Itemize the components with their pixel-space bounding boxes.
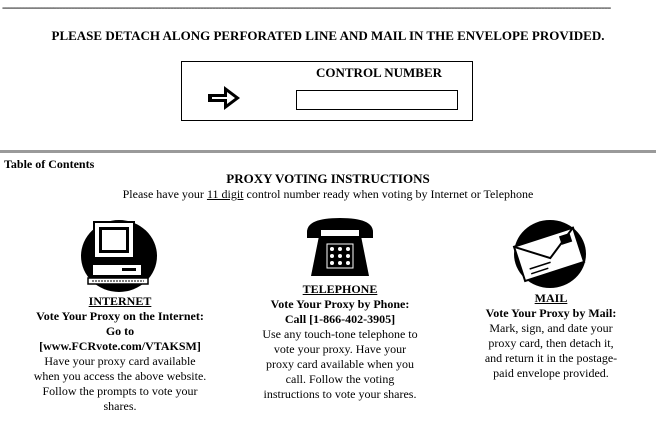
- control-number-label: CONTROL NUMBER: [316, 65, 443, 80]
- subtitle-after: control number ready when voting by Internet or Telephone: [243, 187, 534, 201]
- telephone-number[interactable]: Call [1-866-402-3905]: [284, 312, 396, 326]
- internet-column: [16, 294, 224, 414]
- mail-line1: Vote Your Proxy by Mail:: [485, 306, 617, 320]
- telephone-body-5: instructions to vote your shares.: [263, 387, 417, 401]
- right-arrow-icon: [206, 84, 242, 112]
- telephone-body-3: proxy card available when you: [266, 357, 414, 371]
- computer-icon: [78, 214, 160, 294]
- section-divider: [0, 150, 656, 153]
- internet-line2: Go to: [105, 324, 135, 338]
- envelope-icon: [510, 214, 590, 290]
- internet-heading: INTERNET: [88, 294, 152, 308]
- telephone-body-4: call. Follow the voting: [285, 372, 395, 386]
- mail-body-2: proxy card, then detach it,: [488, 336, 614, 350]
- mail-body-1: Mark, sign, and date your: [489, 321, 613, 335]
- subtitle-underlined: 11 digit: [206, 187, 244, 201]
- telephone-icon: [303, 214, 377, 280]
- internet-url[interactable]: [www.FCRvote.com/VTAKSM]: [39, 339, 201, 353]
- internet-body-2: when you access the above website.: [33, 369, 207, 383]
- telephone-heading: TELEPHONE: [302, 282, 378, 296]
- telephone-column: [236, 282, 444, 402]
- perforated-line: -----------------------------------------------------------------------------------------------------------------------------------------------------------------------------------------------------------: [2, 0, 611, 14]
- telephone-body-1: Use any touch-tone telephone to: [262, 327, 418, 341]
- subtitle: [0, 187, 656, 202]
- mail-body-3: and return it in the postage-: [484, 351, 618, 365]
- internet-body-1: Have your proxy card available: [44, 354, 196, 368]
- internet-line1: Vote Your Proxy on the Internet:: [36, 309, 204, 323]
- subtitle-before: Please have your: [122, 187, 207, 201]
- internet-body-3: Follow the prompts to vote your: [42, 384, 198, 398]
- table-of-contents-link[interactable]: Table of Contents: [4, 157, 95, 171]
- control-number-box: [181, 61, 473, 121]
- telephone-line1: Vote Your Proxy by Phone:: [270, 297, 410, 311]
- control-number-field[interactable]: [296, 90, 458, 110]
- page-title: PROXY VOTING INSTRUCTIONS: [226, 171, 430, 186]
- detach-instruction: PLEASE DETACH ALONG PERFORATED LINE AND MAIL IN THE ENVELOPE PROVIDED.: [51, 28, 605, 43]
- mail-body-4: paid envelope provided.: [493, 366, 609, 380]
- mail-column: [446, 291, 656, 381]
- telephone-body-2: vote your proxy. Have your: [273, 342, 407, 356]
- mail-heading: MAIL: [534, 291, 568, 305]
- internet-body-4: shares.: [103, 399, 137, 413]
